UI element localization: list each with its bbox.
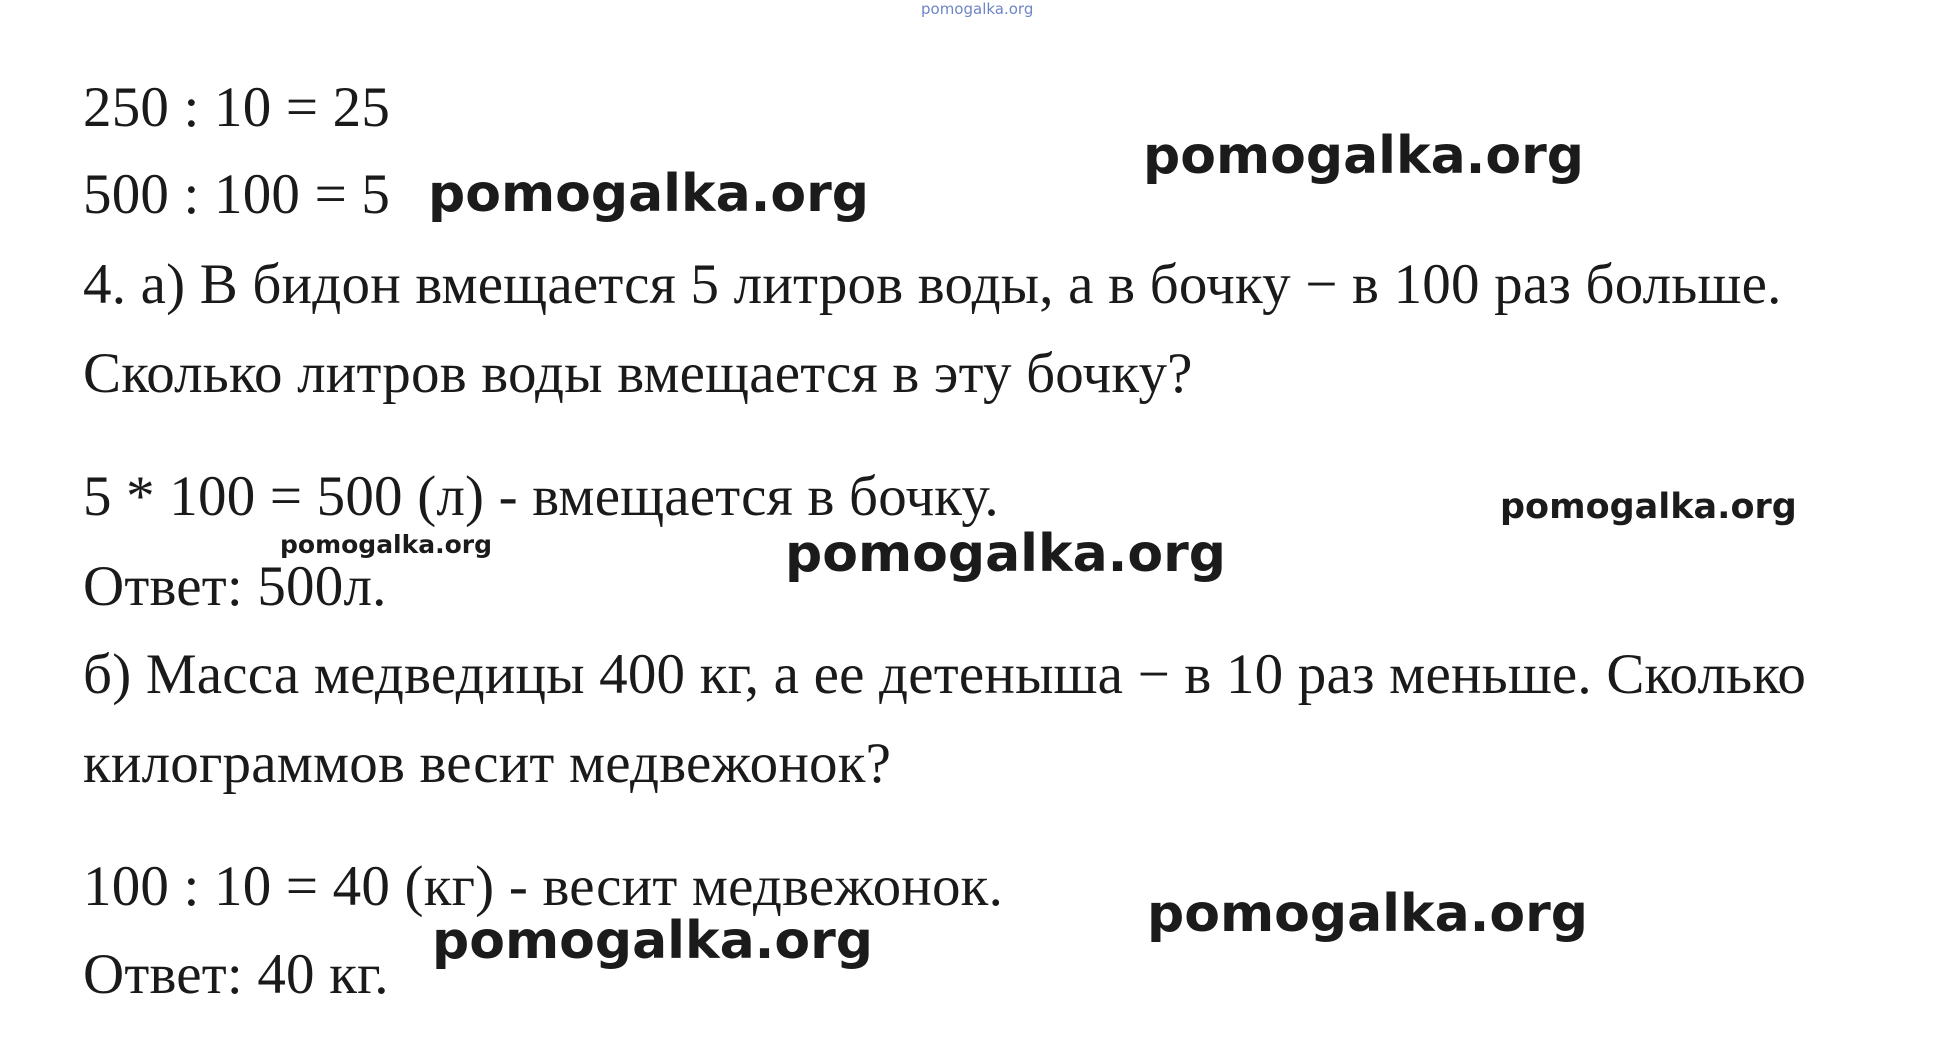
watermark: pomogalka.org xyxy=(1143,126,1585,186)
watermark: pomogalka.org xyxy=(280,530,493,559)
solution-4a: 5 * 100 = 500 (л) - вмещается в бочку. xyxy=(83,465,999,528)
problem-4a-line-2: Сколько литров воды вмещается в эту бочку? xyxy=(83,342,1193,405)
solution-4b: 100 : 10 = 40 (кг) - весит медвежонок. xyxy=(83,855,1004,918)
watermark: pomogalka.org xyxy=(432,911,874,971)
watermark: pomogalka.org xyxy=(1500,487,1797,527)
watermark-top: pomogalka.org xyxy=(921,0,1034,18)
answer-4b: Ответ: 40 кг. xyxy=(83,943,389,1006)
problem-4a-line-1: 4. а) В бидон вмещается 5 литров воды, а в бочку − в 100 раз больше. xyxy=(83,253,1782,316)
equation-line-1: 250 : 10 = 25 xyxy=(83,76,391,139)
watermark: pomogalka.org xyxy=(428,164,870,224)
problem-4b-line-2: килограммов весит медвежонок? xyxy=(83,732,892,795)
watermark: pomogalka.org xyxy=(1147,884,1589,944)
problem-4b-line-1: б) Масса медведицы 400 кг, а ее детеныша − в 10 раз меньше. Сколько xyxy=(83,643,1807,706)
equation-line-2: 500 : 100 = 5 xyxy=(83,163,391,226)
watermark: pomogalka.org xyxy=(785,524,1227,584)
answer-4a: Ответ: 500л. xyxy=(83,555,387,618)
